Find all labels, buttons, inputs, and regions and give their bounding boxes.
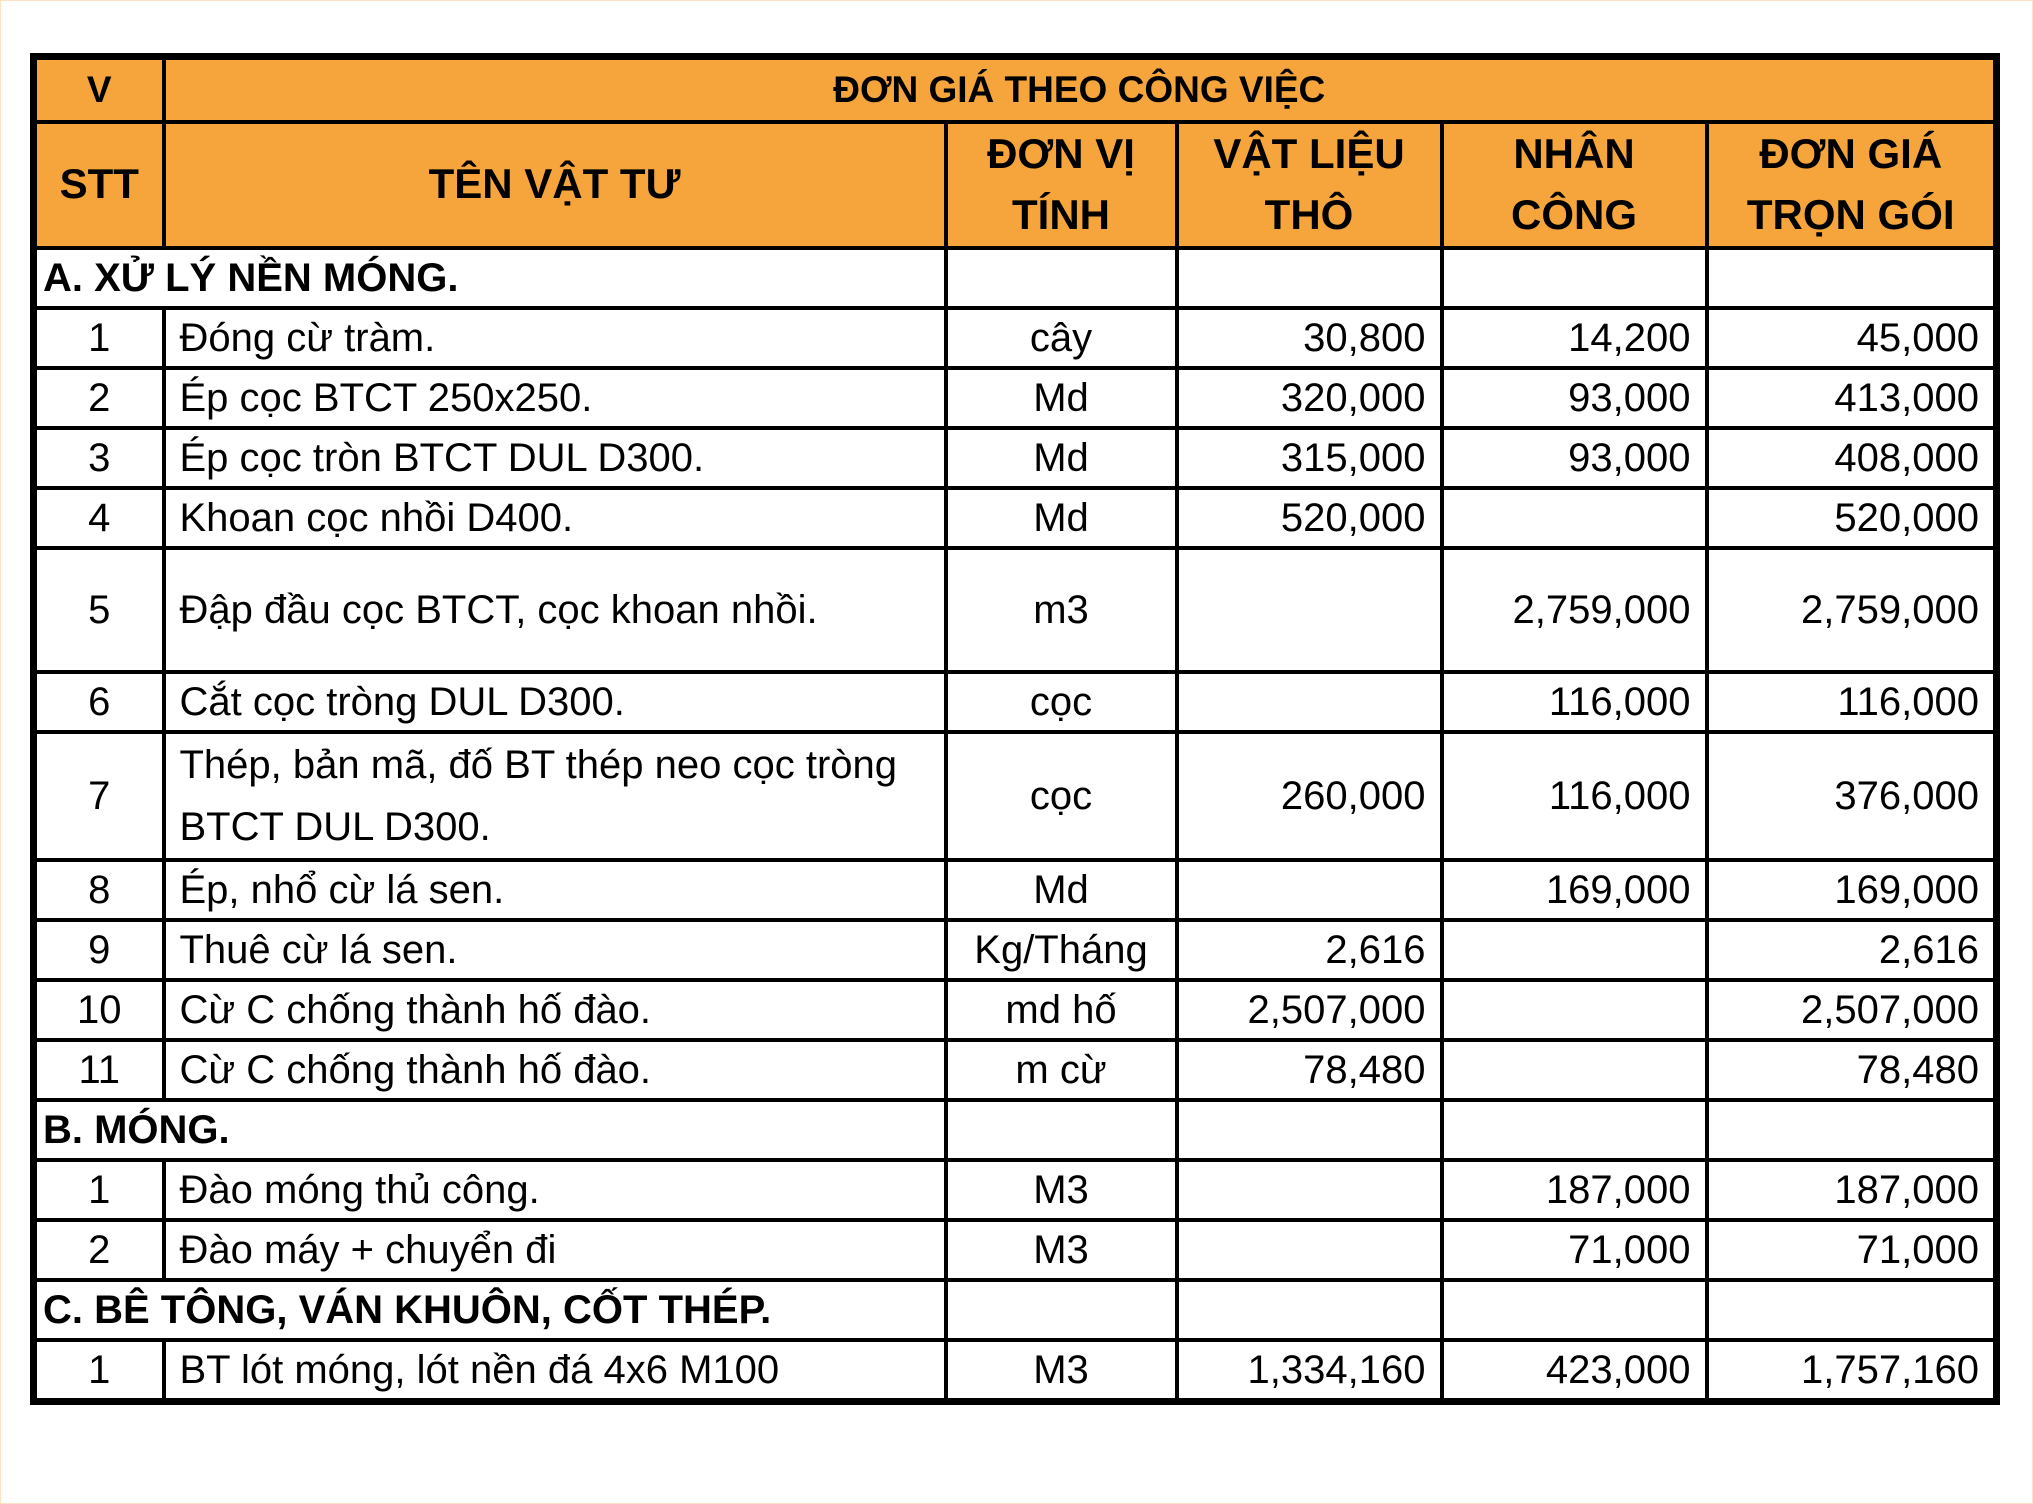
- table-row: [34, 920, 1997, 980]
- row-total-price: 413,000: [1707, 368, 1997, 428]
- row-name: Khoan cọc nhồi D400.: [164, 488, 946, 548]
- row-material-cost: 2,616: [1177, 920, 1442, 980]
- row-name: Đào móng thủ công.: [164, 1160, 946, 1220]
- header-material-line2: THÔ: [1264, 190, 1354, 238]
- row-stt: 3: [34, 428, 164, 488]
- row-name: Ép cọc tròn BTCT DUL D300.: [164, 428, 946, 488]
- row-stt: 4: [34, 488, 164, 548]
- row-total-price: 408,000: [1707, 428, 1997, 488]
- table-row: [34, 428, 1997, 488]
- table-row: [34, 672, 1997, 732]
- row-stt: 1: [34, 1340, 164, 1402]
- row-unit: Kg/Tháng: [946, 920, 1177, 980]
- row-name: Cừ C chống thành hố đào.: [164, 980, 946, 1040]
- table-row: [34, 1220, 1997, 1280]
- empty-cell: [1177, 248, 1442, 308]
- row-labor-cost: 169,000: [1442, 860, 1707, 920]
- row-labor-cost: 116,000: [1442, 672, 1707, 732]
- empty-cell: [1442, 1100, 1707, 1160]
- row-name: Thép, bản mã, đố BT thép neo cọc tròng BTCT DUL D300.: [164, 732, 946, 860]
- section-row: [34, 248, 1997, 308]
- row-stt: 2: [34, 1220, 164, 1280]
- section-row: [34, 1100, 1997, 1160]
- row-stt: 1: [34, 1160, 164, 1220]
- row-material-cost: [1177, 860, 1442, 920]
- section-number: V: [34, 57, 164, 123]
- row-total-price: 520,000: [1707, 488, 1997, 548]
- row-material-cost: [1177, 1160, 1442, 1220]
- section-label: C. BÊ TÔNG, VÁN KHUÔN, CỐT THÉP.: [34, 1280, 946, 1340]
- row-unit: Md: [946, 488, 1177, 548]
- title-row: [34, 57, 1997, 123]
- empty-cell: [1707, 1100, 1997, 1160]
- row-material-cost: 315,000: [1177, 428, 1442, 488]
- row-unit: m3: [946, 548, 1177, 672]
- row-labor-cost: 93,000: [1442, 428, 1707, 488]
- row-unit: md hố: [946, 980, 1177, 1040]
- empty-cell: [1177, 1100, 1442, 1160]
- header-material: [1177, 122, 1442, 248]
- row-total-price: 116,000: [1707, 672, 1997, 732]
- row-total-price: 71,000: [1707, 1220, 1997, 1280]
- row-material-cost: [1177, 1220, 1442, 1280]
- row-stt: 7: [34, 732, 164, 860]
- row-name: Cắt cọc tròng DUL D300.: [164, 672, 946, 732]
- row-material-cost: 320,000: [1177, 368, 1442, 428]
- row-stt: 5: [34, 548, 164, 672]
- table-row: [34, 1040, 1997, 1100]
- row-labor-cost: 2,759,000: [1442, 548, 1707, 672]
- header-material-line1: VẬT LIỆU: [1213, 130, 1405, 177]
- row-stt: 10: [34, 980, 164, 1040]
- row-labor-cost: 423,000: [1442, 1340, 1707, 1402]
- empty-cell: [1707, 248, 1997, 308]
- section-label: A. XỬ LÝ NỀN MÓNG.: [34, 248, 946, 308]
- row-total-price: 1,757,160: [1707, 1340, 1997, 1402]
- row-labor-cost: [1442, 1040, 1707, 1100]
- row-unit: Md: [946, 428, 1177, 488]
- section-label: B. MÓNG.: [34, 1100, 946, 1160]
- header-stt: STT: [34, 122, 164, 248]
- row-material-cost: 520,000: [1177, 488, 1442, 548]
- row-labor-cost: [1442, 488, 1707, 548]
- row-total-price: 78,480: [1707, 1040, 1997, 1100]
- empty-cell: [1442, 1280, 1707, 1340]
- table-row: [34, 1340, 1997, 1402]
- row-name: Đập đầu cọc BTCT, cọc khoan nhồi.: [164, 548, 946, 672]
- row-unit: Md: [946, 368, 1177, 428]
- row-unit: M3: [946, 1160, 1177, 1220]
- header-labor-line2: CÔNG: [1511, 190, 1637, 238]
- row-unit: Md: [946, 860, 1177, 920]
- table-title: ĐƠN GIÁ THEO CÔNG VIỆC: [164, 57, 1997, 123]
- price-table: [30, 53, 2000, 1405]
- row-unit: M3: [946, 1220, 1177, 1280]
- table-row: [34, 488, 1997, 548]
- row-name: Đào máy + chuyển đi: [164, 1220, 946, 1280]
- header-total-line2: TRỌN GÓI: [1746, 190, 1955, 238]
- table-row: [34, 1160, 1997, 1220]
- table-row: [34, 308, 1997, 368]
- row-material-cost: 260,000: [1177, 732, 1442, 860]
- empty-cell: [1442, 248, 1707, 308]
- row-unit: M3: [946, 1340, 1177, 1402]
- row-unit: cây: [946, 308, 1177, 368]
- table-row: [34, 548, 1997, 672]
- row-material-cost: 78,480: [1177, 1040, 1442, 1100]
- row-stt: 1: [34, 308, 164, 368]
- row-unit: cọc: [946, 732, 1177, 860]
- empty-cell: [1177, 1280, 1442, 1340]
- row-name: Ép, nhổ cừ lá sen.: [164, 860, 946, 920]
- row-unit: cọc: [946, 672, 1177, 732]
- row-stt: 2: [34, 368, 164, 428]
- empty-cell: [946, 248, 1177, 308]
- header-unit-line1: ĐƠN VỊ: [987, 130, 1135, 177]
- row-material-cost: 30,800: [1177, 308, 1442, 368]
- row-name: BT lót móng, lót nền đá 4x6 M100: [164, 1340, 946, 1402]
- row-total-price: 2,507,000: [1707, 980, 1997, 1040]
- row-stt: 6: [34, 672, 164, 732]
- row-material-cost: [1177, 672, 1442, 732]
- table-row: [34, 980, 1997, 1040]
- header-labor-line1: NHÂN: [1513, 130, 1635, 177]
- row-material-cost: 2,507,000: [1177, 980, 1442, 1040]
- row-total-price: 2,759,000: [1707, 548, 1997, 672]
- row-material-cost: 1,334,160: [1177, 1340, 1442, 1402]
- row-labor-cost: [1442, 920, 1707, 980]
- header-unit: [946, 122, 1177, 248]
- row-total-price: 2,616: [1707, 920, 1997, 980]
- row-labor-cost: 187,000: [1442, 1160, 1707, 1220]
- table-row: [34, 368, 1997, 428]
- row-stt: 11: [34, 1040, 164, 1100]
- header-labor: [1442, 122, 1707, 248]
- row-total-price: 45,000: [1707, 308, 1997, 368]
- header-name: TÊN VẬT TƯ: [164, 122, 946, 248]
- row-stt: 9: [34, 920, 164, 980]
- header-unit-line2: TÍNH: [1012, 190, 1110, 238]
- table-row: [34, 860, 1997, 920]
- header-total-line1: ĐƠN GIÁ: [1759, 130, 1943, 177]
- row-unit: m cừ: [946, 1040, 1177, 1100]
- row-total-price: 376,000: [1707, 732, 1997, 860]
- header-total: [1707, 122, 1997, 248]
- header-row: [34, 122, 1997, 248]
- empty-cell: [946, 1280, 1177, 1340]
- row-labor-cost: 71,000: [1442, 1220, 1707, 1280]
- empty-cell: [1707, 1280, 1997, 1340]
- row-labor-cost: [1442, 980, 1707, 1040]
- row-total-price: 169,000: [1707, 860, 1997, 920]
- section-row: [34, 1280, 1997, 1340]
- row-name: Cừ C chống thành hố đào.: [164, 1040, 946, 1100]
- row-material-cost: [1177, 548, 1442, 672]
- row-name: Ép cọc BTCT 250x250.: [164, 368, 946, 428]
- row-total-price: 187,000: [1707, 1160, 1997, 1220]
- row-labor-cost: 93,000: [1442, 368, 1707, 428]
- row-labor-cost: 116,000: [1442, 732, 1707, 860]
- empty-cell: [946, 1100, 1177, 1160]
- row-labor-cost: 14,200: [1442, 308, 1707, 368]
- table-row: [34, 732, 1997, 860]
- row-stt: 8: [34, 860, 164, 920]
- row-name: Đóng cừ tràm.: [164, 308, 946, 368]
- row-name: Thuê cừ lá sen.: [164, 920, 946, 980]
